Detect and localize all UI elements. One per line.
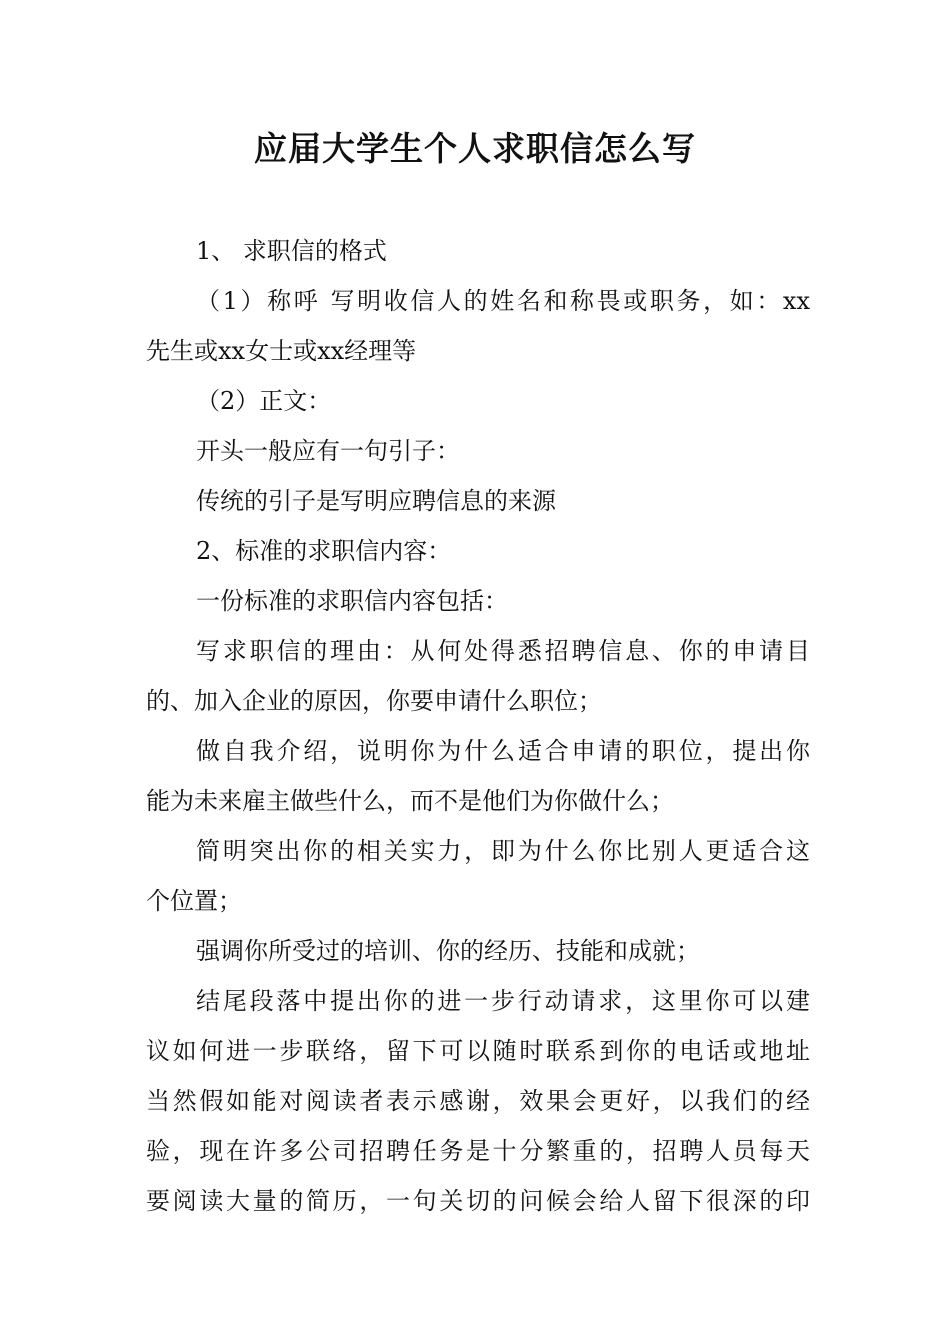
heading-format: 1、 求职信的格式 <box>196 237 387 265</box>
paragraph-line: 能为未来雇主做些什么，而不是他们为你做什么； <box>146 787 674 815</box>
paragraph-line: （2）正文： <box>196 387 332 415</box>
paragraph-line: 强调你所受过的培训、你的经历、技能和成就； <box>196 937 700 965</box>
paragraph-line: 要阅读大量的简历，一句关切的问候会给人留下很深的印 <box>146 1187 810 1215</box>
paragraph-line: 先生或xx女士或xx经理等 <box>146 337 417 365</box>
paragraph-line: 传统的引子是写明应聘信息的来源 <box>196 487 556 515</box>
paragraph-line: 结尾段落中提出你的进一步行动请求，这里你可以建 <box>196 987 810 1015</box>
paragraph-line: 做自我介绍，说明你为什么适合申请的职位，提出你 <box>196 737 810 765</box>
document-body <box>146 226 810 1226</box>
paragraph-line: 个位置； <box>146 887 242 915</box>
paragraph-line: 一份标准的求职信内容包括： <box>196 587 508 615</box>
document-title: 应届大学生个人求职信怎么写 <box>254 129 696 168</box>
paragraph-line: 写求职信的理由：从何处得悉招聘信息、你的申请目 <box>196 637 810 665</box>
paragraph-line: 的、加入企业的原因，你要申请什么职位； <box>146 687 602 715</box>
paragraph-line: 议如何进一步联络，留下可以随时联系到你的电话或地址 <box>146 1037 810 1065</box>
paragraph-line: 当然假如能对阅读者表示感谢，效果会更好，以我们的经 <box>146 1087 810 1115</box>
paragraph-line: 开头一般应有一句引子： <box>196 437 460 465</box>
paragraph-line: （1）称呼 写明收信人的姓名和称畏或职务，如：xx <box>196 287 810 315</box>
paragraph-line: 验，现在许多公司招聘任务是十分繁重的，招聘人员每天 <box>146 1137 810 1165</box>
heading-content: 2、标准的求职信内容： <box>196 537 452 565</box>
paragraph-line: 简明突出你的相关实力，即为什么你比别人更适合这 <box>196 837 810 865</box>
